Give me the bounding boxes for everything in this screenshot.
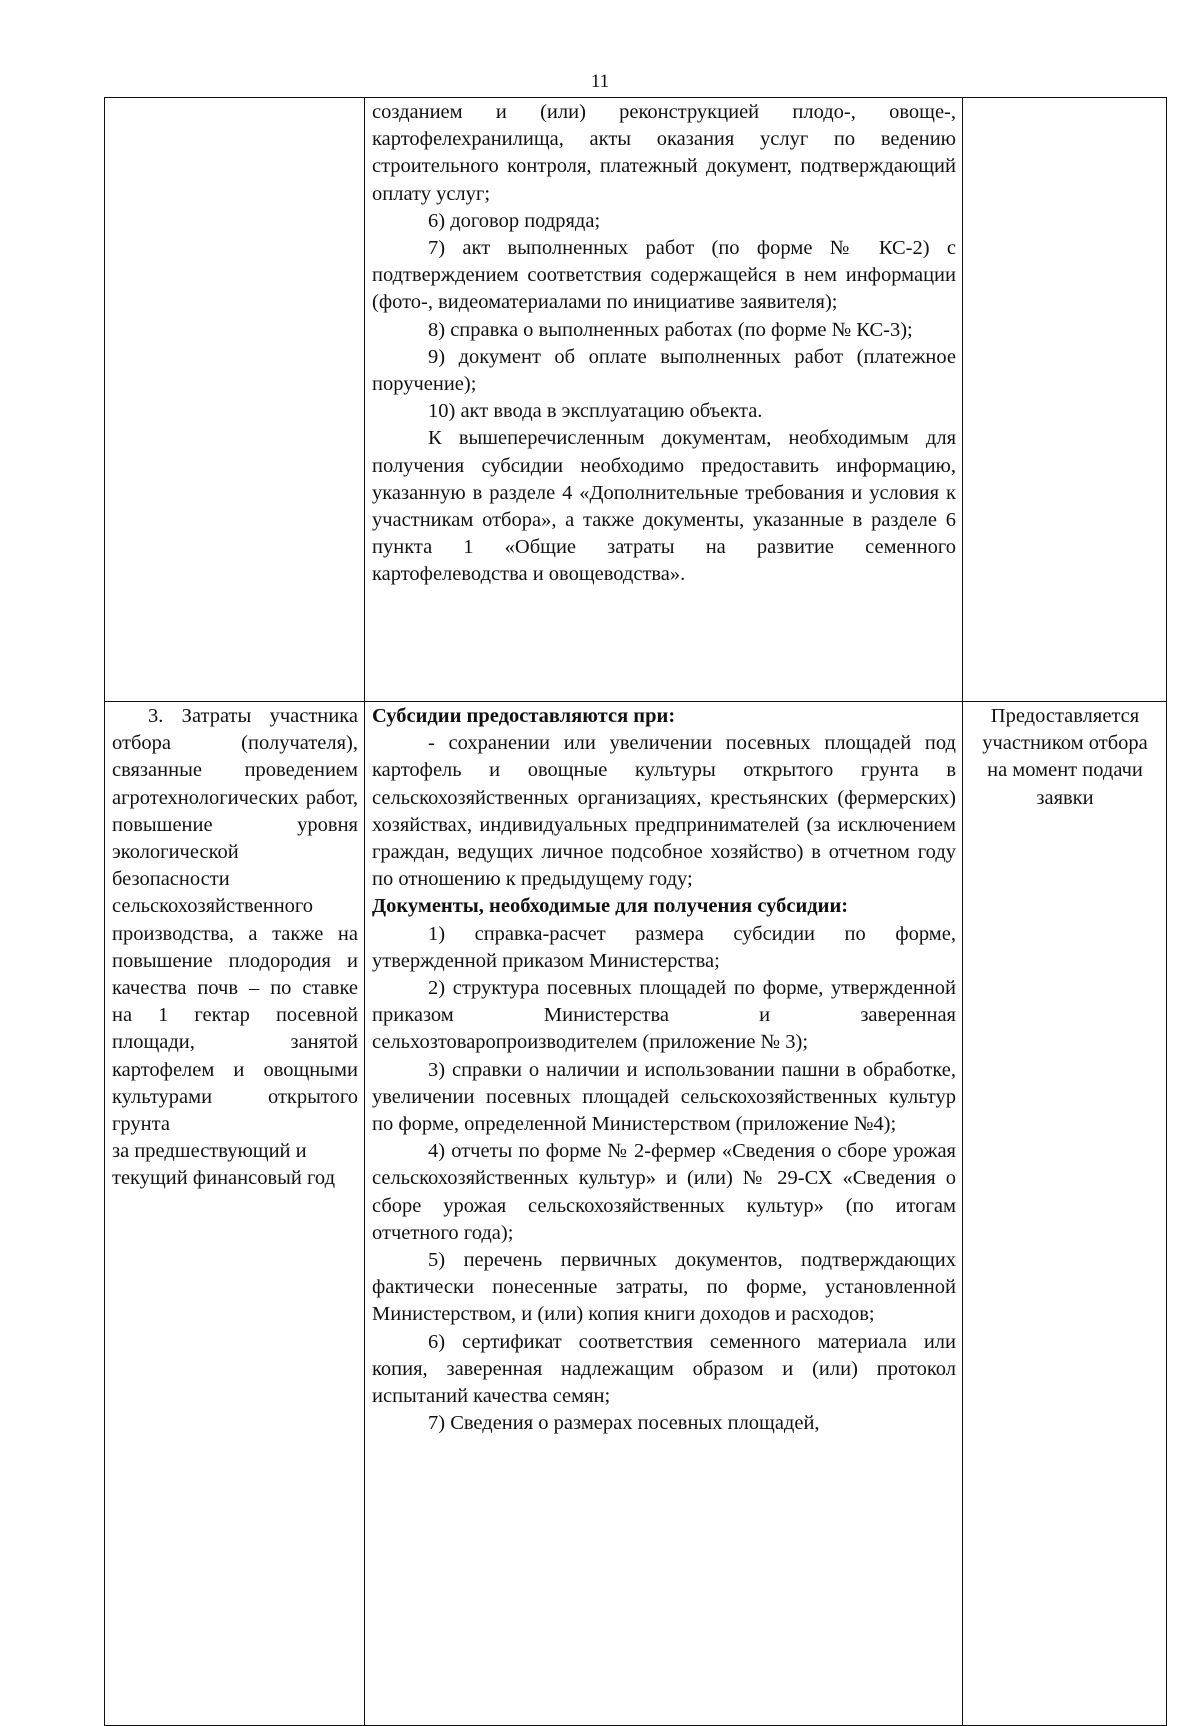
row1-paragraph: 8) справка о выполненных работах (по форме № КС-3);	[428, 318, 913, 341]
row2-paragraph: 2) структура посевных площадей по форме, утвержденной приказом Министерства и заверенная сельхозтоваропроизводителем (приложение № 3);	[372, 977, 956, 1054]
row1-paragraph: К вышеперечисленным документам, необходимым для получения субсидии необходимо предоставить информацию, указанную в разделе 4 «Дополнительные требования и условия к участникам отбора», а также документы, указанные в разделе 6 пункта 1 «Общие затраты на развитие семенного картофелеводства и овощеводства».	[372, 427, 956, 586]
row2-paragraph: 6) сертификат соответствия семенного материала или копия, заверенная надлежащим образом и (или) протокол испытаний качества семян;	[372, 1330, 956, 1408]
row2-conditions-cell	[365, 702, 963, 1726]
page-number: 11	[590, 71, 610, 92]
row2-paragraph: 5) перечень первичных документов, подтверждающих фактически понесенные затраты, по форме, установленной Министерством, и (или) копия книги доходов и расходов;	[372, 1249, 956, 1326]
row2-paragraph: 4) отчеты по форме № 2-фермер «Сведения о сборе урожая сельскохозяйственных культур» и (или) № 29-СХ «Сведения о сборе урожая сельскохозяйственных культур» (по итогам отчетного года);	[372, 1140, 956, 1244]
row2-paragraph: 3) справки о наличии и использовании пашни в обработке, увеличении посевных площадей сельскохозяйственных культур по форме, определенной Министерством (приложение №4);	[372, 1058, 956, 1136]
row2-paragraph: 1) справка-расчет размера субсидии по форме, утвержденной приказом Министерства;	[372, 922, 956, 972]
row1-paragraph: созданием и (или) реконструкцией плодо-, овоще-, картофелехранилища, акты оказания услуг по ведению строительного контроля, платежный документ, подтверждающий оплату услуг;	[372, 101, 956, 205]
submission-note: Предоставляется участником отбора на момент подачи заявки	[982, 705, 1148, 809]
documents-heading: Документы, необходимые для получения субсидии:	[372, 895, 849, 918]
cost-description: 3. Затраты участника отбора (получателя), связанные проведением агротехнологических работ, повышение уровня экологической безопасности сельскохозяйственного производства, а также на повышение плодородия и качества почв – по ставке на 1 гектар посевной площади, занятой картофелем и овощными культурами открытого грунта	[112, 705, 358, 1136]
row1-paragraph: 10) акт ввода в эксплуатацию объекта.	[428, 400, 763, 423]
conditions-table	[104, 97, 1167, 1726]
row2-paragraph: - сохранении или увеличении посевных площадей под картофель и овощные культуры открытого грунта в сельскохозяйственных организациях, крестьянских (фермерских) хозяйствах, индивидуальных предпринимателей (за исключением граждан, ведущих личное подсобное хозяйство) в отчетном году по отношению к предыдущему году;	[372, 732, 956, 891]
row1-paragraph: 6) договор подряда;	[428, 209, 601, 232]
row2-paragraph: 7) Сведения о размерах посевных площадей,	[428, 1412, 820, 1435]
row2-submission-cell	[963, 702, 1167, 1726]
cost-period: за предшествующий и текущий финансовый год	[112, 1140, 336, 1190]
row1-paragraph: 7) акт выполненных работ (по форме № КС-2) с подтверждением соответствия содержащейся в нем информации (фото-, видеоматериалами по инициативе заявителя);	[372, 237, 956, 314]
row1-submission-cell	[963, 98, 1167, 702]
row1-cost-cell	[105, 98, 365, 702]
row1-conditions-cell	[365, 98, 963, 702]
row2-cost-cell	[105, 702, 365, 1726]
table-row	[105, 98, 1167, 702]
row1-paragraph: 9) документ об оплате выполненных работ (платежное поручение);	[372, 345, 956, 396]
table-row	[105, 702, 1167, 1726]
conditions-heading: Субсидии предоставляются при:	[372, 705, 676, 727]
